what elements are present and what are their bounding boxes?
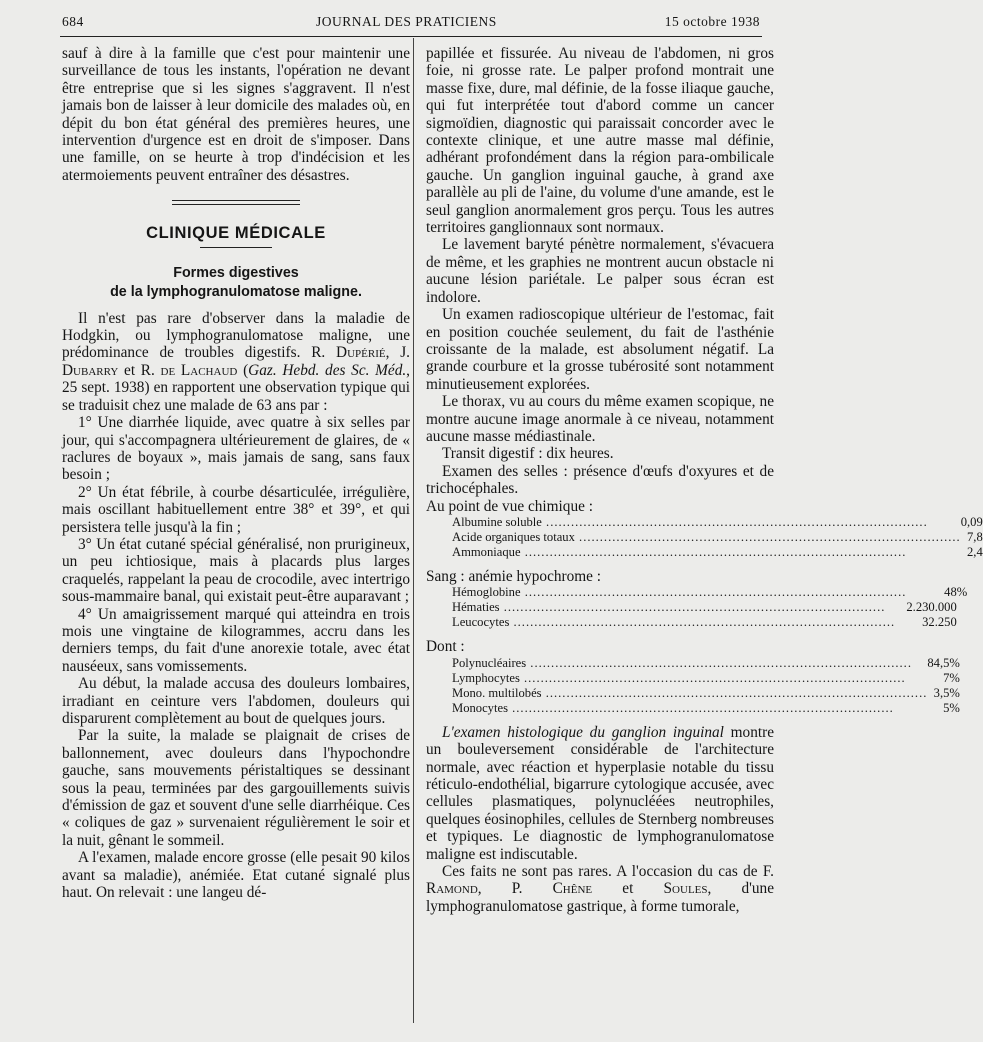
row-label: Hémoglobine ..... bbox=[452, 585, 906, 600]
paragraph: Au début, la malade accusa des douleurs lombaires, irradiant en ceinture vers l'abdomen, douleurs qui disparurent complètement au bout de quelques jours. bbox=[62, 675, 410, 727]
row-label: Monocytes ..... bbox=[452, 701, 927, 716]
row-unit: % bbox=[949, 700, 960, 715]
paragraph: 3° Un état cutané spécial généralisé, non prurigineux, un peu ichtiosique, mais à placards plus larges craquelés, rappelant la peau de crocodile, avec intertrigo sous-mammaire banal, qui existait peut-être auparavant ; bbox=[62, 535, 410, 606]
table-row bbox=[452, 585, 967, 600]
text-run: et bbox=[592, 880, 664, 898]
header-rule bbox=[60, 36, 762, 37]
row-label: Lymphocytes ..... bbox=[452, 671, 927, 686]
author-name: de Lachaud bbox=[160, 361, 238, 379]
author-name: Chêne bbox=[552, 880, 593, 898]
row-label: Mono. multilobés ..... bbox=[452, 686, 927, 701]
row-unit: % bbox=[949, 655, 960, 670]
paragraph: Un examen radioscopique ultérieur de l'estomac, fait en position couchée seulement, du fait de l'asthénie croissante de la malade, est absolument négatif. La grande courbure et la grosse tubérosité sont notamment minutieusement explorées. bbox=[426, 306, 774, 393]
row-value: 2.230.000 bbox=[906, 600, 957, 615]
journal-title: JOURNAL DES PRATICIENS bbox=[316, 14, 497, 29]
text-run: , 25 sept. 1938) en rapportent une observation typique qui se traduisit chez une malade de 63 ans par : bbox=[62, 361, 410, 414]
left-column bbox=[62, 45, 410, 901]
table-row bbox=[452, 545, 983, 560]
blood-table bbox=[452, 585, 967, 630]
table-row bbox=[452, 530, 983, 545]
paragraph: Transit digestif : dix heures. bbox=[442, 445, 614, 463]
differential-label: Dont : bbox=[426, 638, 465, 656]
text-run: , d'une lymphogranulomatose gastrique, à forme tumorale, bbox=[426, 880, 774, 915]
article-title-line-2: de la lymphogranulomatose maligne. bbox=[110, 283, 362, 300]
row-value: 3,5 bbox=[933, 685, 950, 700]
running-header bbox=[62, 14, 760, 36]
chemistry-label: Au point de vue chimique : bbox=[426, 497, 593, 515]
issue-date: 15 octobre 1938 bbox=[664, 14, 760, 29]
row-value: 7,8 bbox=[967, 529, 983, 544]
text-run: Ces faits ne sont pas rares. A l'occasion du cas de F. bbox=[442, 863, 774, 881]
table-row bbox=[452, 600, 967, 615]
author-name: Dupérié bbox=[336, 344, 386, 362]
row-unit bbox=[957, 600, 968, 615]
text-run: , J. bbox=[385, 344, 410, 362]
row-label: Ammoniaque ..... bbox=[452, 545, 961, 560]
author-name: Soules bbox=[663, 880, 708, 898]
paragraph: Le thorax, vu au cours du même examen scopique, ne montre aucune image anormale à ce niveau, notamment aucune masse médiastinale. bbox=[426, 393, 774, 445]
text-run: et R. bbox=[118, 361, 161, 379]
paragraph: Par la suite, la malade se plaignait de crises de ballonnement, avec douleurs dans l'hypochondre gauche, sans mouvements péristaltiques se dessinant sous la peau, terminées par des gargouillements suivis d'émission de gaz et souvent d'une selle diarrhéique. Ces « coliques de gaz » survenaient régulièrement le soir et la nuit, gênant le sommeil. bbox=[62, 727, 410, 849]
section-title: CLINIQUE MÉDICALE bbox=[146, 224, 326, 243]
column-rule bbox=[413, 38, 414, 1023]
row-unit: % bbox=[956, 585, 968, 600]
journal-reference: Gaz. Hebd. des Sc. Méd. bbox=[248, 361, 407, 379]
table-row bbox=[452, 615, 967, 630]
paragraph bbox=[62, 310, 410, 414]
table-row bbox=[452, 515, 983, 530]
title-underline bbox=[200, 247, 272, 248]
paragraph: sauf à dire à la famille que c'est pour maintenir une surveillance de tous les instants, l'opération ne devant être entreprise que si les signes s'aggravent. Il n'est jamais bon de laisser à leur domicile des malades où, en dépit du bon état général des premières heures, une intervention d'urgence est en droit de s'imposer. Dans une famille, on se heurte à trop d'indécision et les atermoiements peuvent entraîner des désastres. bbox=[62, 45, 410, 184]
table-row bbox=[452, 671, 960, 686]
paragraph: A l'examen, malade encore grosse (elle pesait 90 kilos avant sa maladie), anémiée. Etat cutané signalé plus haut. On relevait : une langeu dé- bbox=[62, 849, 410, 902]
chemistry-table bbox=[452, 515, 983, 560]
table-row bbox=[452, 701, 960, 716]
author-name: Ramond bbox=[426, 880, 478, 898]
page-number: 684 bbox=[62, 14, 84, 29]
paragraph bbox=[426, 724, 774, 863]
row-value: 0,09 bbox=[960, 514, 983, 529]
row-unit: % bbox=[949, 685, 960, 700]
text-run: , P. bbox=[477, 880, 553, 898]
text-run: ( bbox=[237, 361, 249, 379]
row-label: Leucocytes ..... bbox=[452, 615, 906, 630]
row-label: Polynucléaires ..... bbox=[452, 656, 927, 671]
row-unit: % bbox=[949, 670, 960, 685]
section-divider bbox=[172, 200, 300, 205]
row-label: Albumine soluble ..... bbox=[452, 515, 961, 530]
author-name: Dubarry bbox=[62, 361, 119, 379]
article-title bbox=[62, 264, 410, 302]
article-title-line-1: Formes digestives bbox=[173, 264, 299, 281]
row-value: 32.250 bbox=[922, 615, 957, 630]
row-value: 5 bbox=[943, 700, 950, 715]
row-value: 84,5 bbox=[927, 655, 950, 670]
row-value: 2,4 bbox=[967, 544, 983, 559]
paragraph: 4° Un amaigrissement marqué qui atteindra en trois mois une vingtaine de kilogrammes, accru dans les derniers temps, du fait d'une anorexie totale, avec état nauséeux, sans vomissements. bbox=[62, 605, 410, 675]
table-row bbox=[452, 686, 960, 701]
blood-label: Sang : anémie hypochrome : bbox=[426, 567, 602, 585]
text-run: Il n'est pas rare d'observer dans la maladie de Hodgkin, ou lymphogranulomatose maligne, une prédominance de troubles digestifs. R. bbox=[62, 309, 410, 362]
paragraph: 1° Une diarrhée liquide, avec quatre à six selles par jour, qui s'accompagnera ultérieurement de glaires, de « raclures de boyaux », mais jamais de sang, sans faux besoin ; bbox=[62, 414, 410, 484]
paragraph: 2° Un état fébrile, à courbe désarticulée, irrégulière, mais oscillant habituellement entre 38° et 39°, et qui persistera telle jusqu'à la fin ; bbox=[62, 483, 410, 536]
row-value: 48 bbox=[944, 585, 957, 600]
paragraph: Examen des selles : présence d'œufs d'oxyures et de trichocéphales. bbox=[426, 462, 774, 498]
right-column bbox=[426, 45, 983, 915]
paragraph: Le lavement baryté pénètre normalement, s'évacuera de même, et les graphies ne montrent aucun obstacle ni aucune lésion pariétale. Le palper sous écran est indolore. bbox=[426, 236, 774, 306]
row-label: Acide organiques totaux ..... bbox=[452, 530, 961, 545]
row-unit bbox=[957, 615, 968, 630]
row-label: Hématies ..... bbox=[452, 600, 906, 615]
italic-lead: L'examen histologique du ganglion inguinal bbox=[442, 723, 724, 741]
paragraph bbox=[426, 863, 774, 915]
text-run: montre un bouleversement considérable de l'architecture normale, avec réaction et hyperplasie notable du tissu réticulo-endothélial, bigarrure cytologique accusée, avec cellules plasmatiques, polynucléées neutrophiles, quelques éosinophiles, cellules de Sternberg nombreuses et typiques. Le diagnostic de lymphogranulomatose maligne est indiscutable. bbox=[426, 723, 774, 863]
differential-table bbox=[452, 656, 960, 716]
row-value: 7 bbox=[943, 670, 950, 685]
table-row bbox=[452, 656, 960, 671]
paragraph: papillée et fissurée. Au niveau de l'abdomen, ni gros foie, ni grosse rate. Le palper profond montrait une masse fixe, dure, mal définie, de la fosse iliaque gauche, qui fut interprétée tout d'abord comme un cancer sigmoïdien, diagnostic qui paraissait concorder avec le contexte clinique, et une autre masse mal définie, adhérant profondément dans la région para-ombilicale gauche. Un ganglion inguinal gauche, à grand axe parallèle au pli de l'aine, du volume d'une amande, est le seul ganglion anormalement gros perçu. Tous les autres territoires ganglionnaux sont normaux. bbox=[426, 45, 774, 237]
